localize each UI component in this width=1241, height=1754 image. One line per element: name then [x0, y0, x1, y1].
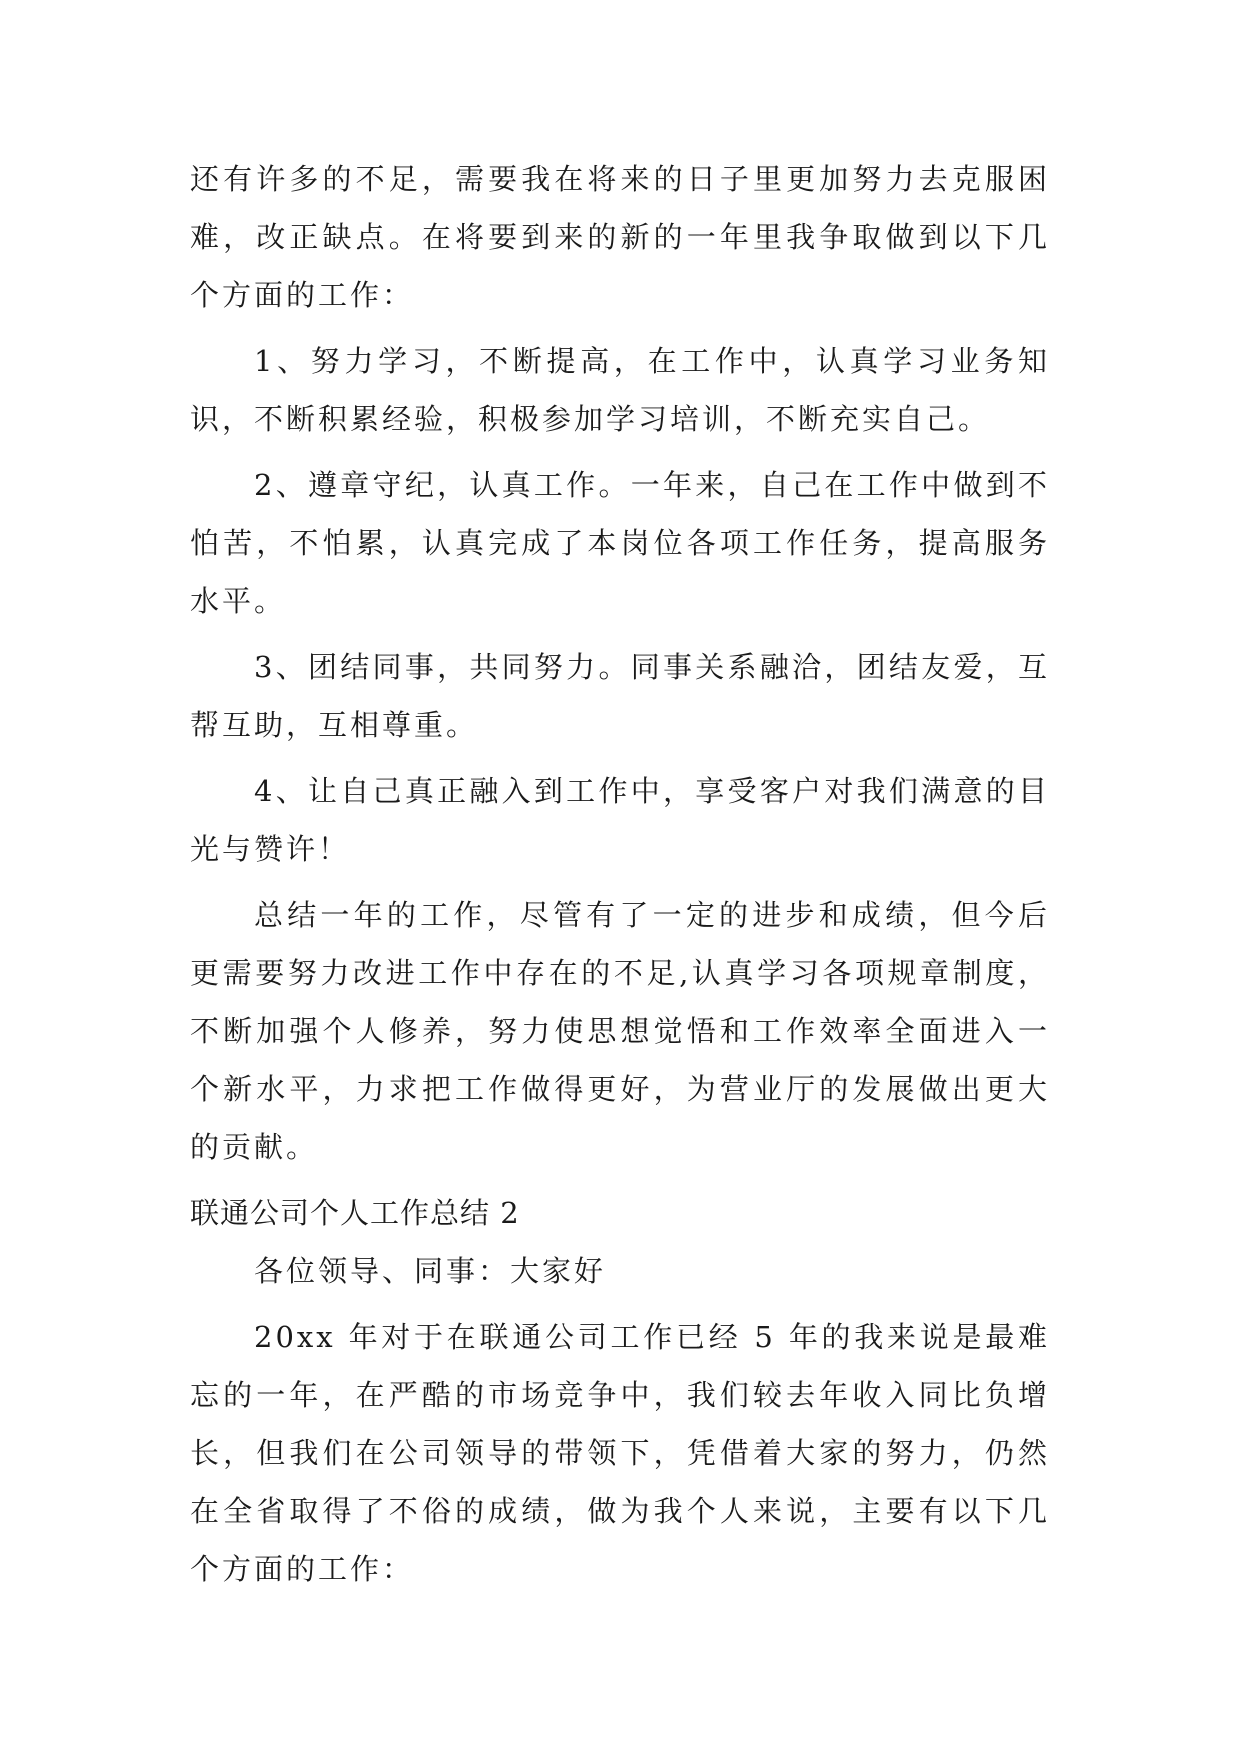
list-item-1: 1、努力学习，不断提高，在工作中，认真学习业务知识，不断积累经验，积极参加学习培训，不断充实自己。 [190, 344, 1050, 436]
paragraph-summary: 总结一年的工作，尽管有了一定的进步和成绩，但今后更需要努力改进工作中存在的不足,认真学习各项规章制度，不断加强个人修养，努力使思想觉悟和工作效率全面进入一个新水平，力求把工作做得更好，为营业厅的发展做出更大的贡献。 [190, 898, 1050, 1164]
list-item-3: 3、团结同事，共同努力。同事关系融洽，团结友爱，互帮互助，互相尊重。 [190, 650, 1050, 742]
greeting: 各位领导、同事：大家好 [254, 1254, 607, 1288]
paragraph-continuation: 还有许多的不足，需要我在将来的日子里更加努力去克服困难，改正缺点。在将要到来的新的一年里我争取做到以下几个方面的工作： [190, 162, 1050, 312]
paragraph-intro: 20xx 年对于在联通公司工作已经 5 年的我来说是最难忘的一年，在严酷的市场竞争中，我们较去年收入同比负增长，但我们在公司领导的带领下，凭借着大家的努力，仍然在全省取得了不俗的成绩，做为我个人来说，主要有以下几个方面的工作： [190, 1320, 1050, 1586]
list-item-2: 2、遵章守纪，认真工作。一年来，自己在工作中做到不怕苦，不怕累，认真完成了本岗位各项工作任务，提高服务水平。 [190, 468, 1050, 618]
section-title: 联通公司个人工作总结 2 [190, 1196, 520, 1230]
document-body [190, 150, 1050, 1606]
list-item-4: 4、让自己真正融入到工作中，享受客户对我们满意的目光与赞许！ [190, 774, 1050, 866]
